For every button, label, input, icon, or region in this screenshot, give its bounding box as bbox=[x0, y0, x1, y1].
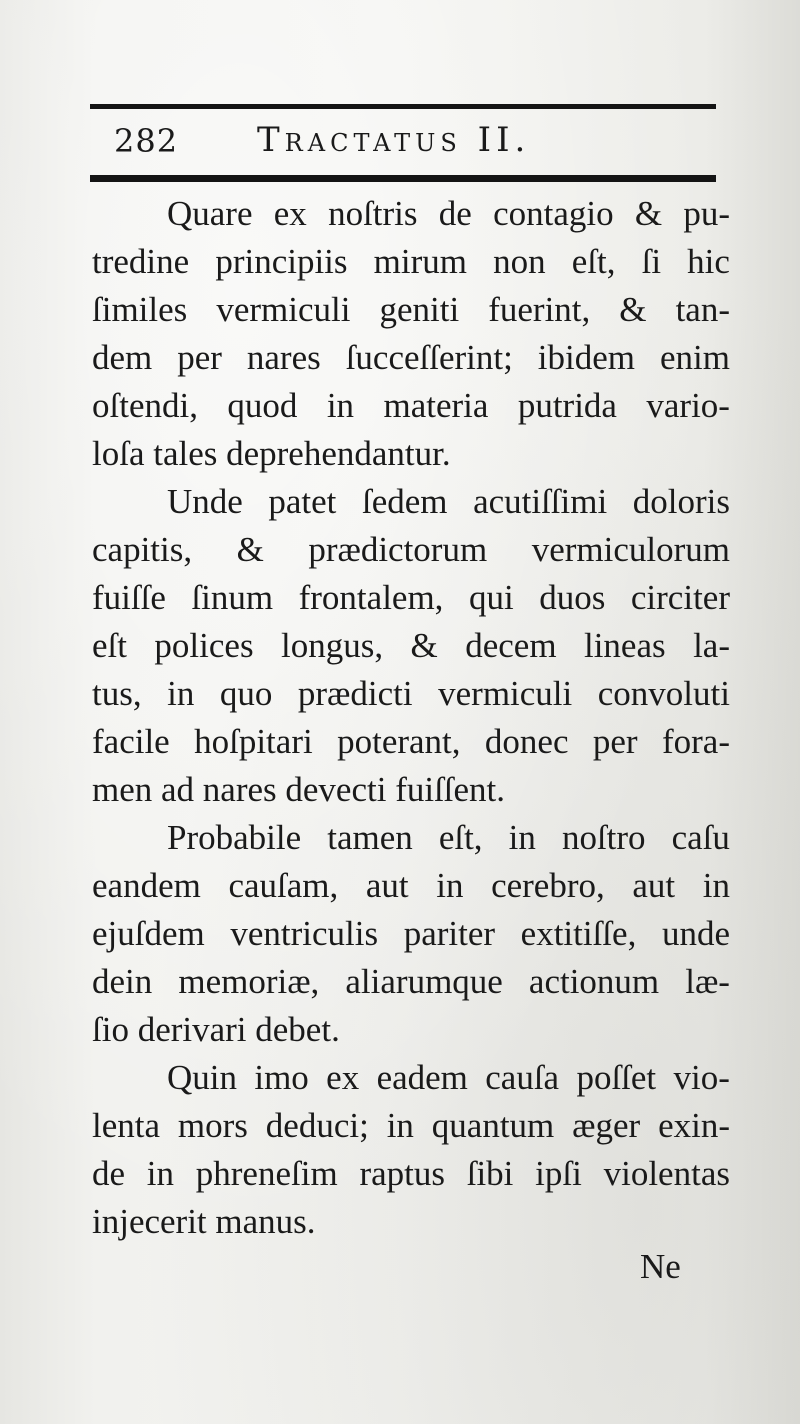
body-text bbox=[92, 190, 730, 1246]
text-line: tus, in quo prædicti vermiculi convoluti bbox=[92, 674, 730, 713]
text-line: Probabile tamen eſt, in noſtro caſu bbox=[167, 818, 730, 857]
text-line: ſimiles vermiculi geniti fuerint, & tan- bbox=[92, 290, 730, 329]
text-line: men ad nares devecti fuiſſent. bbox=[92, 770, 506, 809]
text-line: Quin imo ex eadem cauſa poſſet vio- bbox=[167, 1058, 730, 1097]
catchword: Ne bbox=[640, 1247, 681, 1286]
text-line: tredine principiis mirum non eſt, ſi hic bbox=[92, 242, 730, 281]
paragraph bbox=[92, 478, 730, 814]
text-line: dem per nares ſucceſſerint; ibidem enim bbox=[92, 338, 730, 377]
text-line: fuiſſe ſinum frontalem, qui duos circiter bbox=[92, 578, 730, 617]
text-line: loſa tales deprehendantur. bbox=[92, 434, 451, 473]
paragraph bbox=[92, 1054, 730, 1246]
text-line: ejuſdem ventriculis pariter extitiſſe, unde bbox=[92, 914, 730, 953]
text-line: ſio derivari debet. bbox=[92, 1010, 340, 1049]
running-title: Tractatus II. bbox=[257, 120, 531, 160]
text-line: eandem cauſam, aut in cerebro, aut in bbox=[92, 866, 730, 905]
page-number: 282 bbox=[114, 122, 179, 160]
text-line: dein memoriæ, aliarumque actionum læ- bbox=[92, 962, 730, 1001]
text-line: capitis, & prædictorum vermiculorum bbox=[92, 530, 730, 569]
text-line: eſt polices longus, & decem lineas la- bbox=[92, 626, 730, 665]
text-line: de in phreneſim raptus ſibi ipſi violentas bbox=[92, 1154, 730, 1193]
text-line: oſtendi, quod in materia putrida vario- bbox=[92, 386, 730, 425]
running-header bbox=[112, 116, 672, 166]
text-line: facile hoſpitari poterant, donec per fora- bbox=[92, 722, 730, 761]
text-line: Quare ex noſtris de contagio & pu- bbox=[167, 194, 730, 233]
paragraph bbox=[92, 814, 730, 1054]
header-top-rule bbox=[90, 104, 716, 109]
header-bottom-rule bbox=[90, 175, 716, 182]
paragraph bbox=[92, 190, 730, 478]
text-line: Unde patet ſedem acutiſſimi doloris bbox=[167, 482, 730, 521]
text-line: lenta mors deduci; in quantum æger exin- bbox=[92, 1106, 730, 1145]
text-line: injecerit manus. bbox=[92, 1202, 316, 1241]
